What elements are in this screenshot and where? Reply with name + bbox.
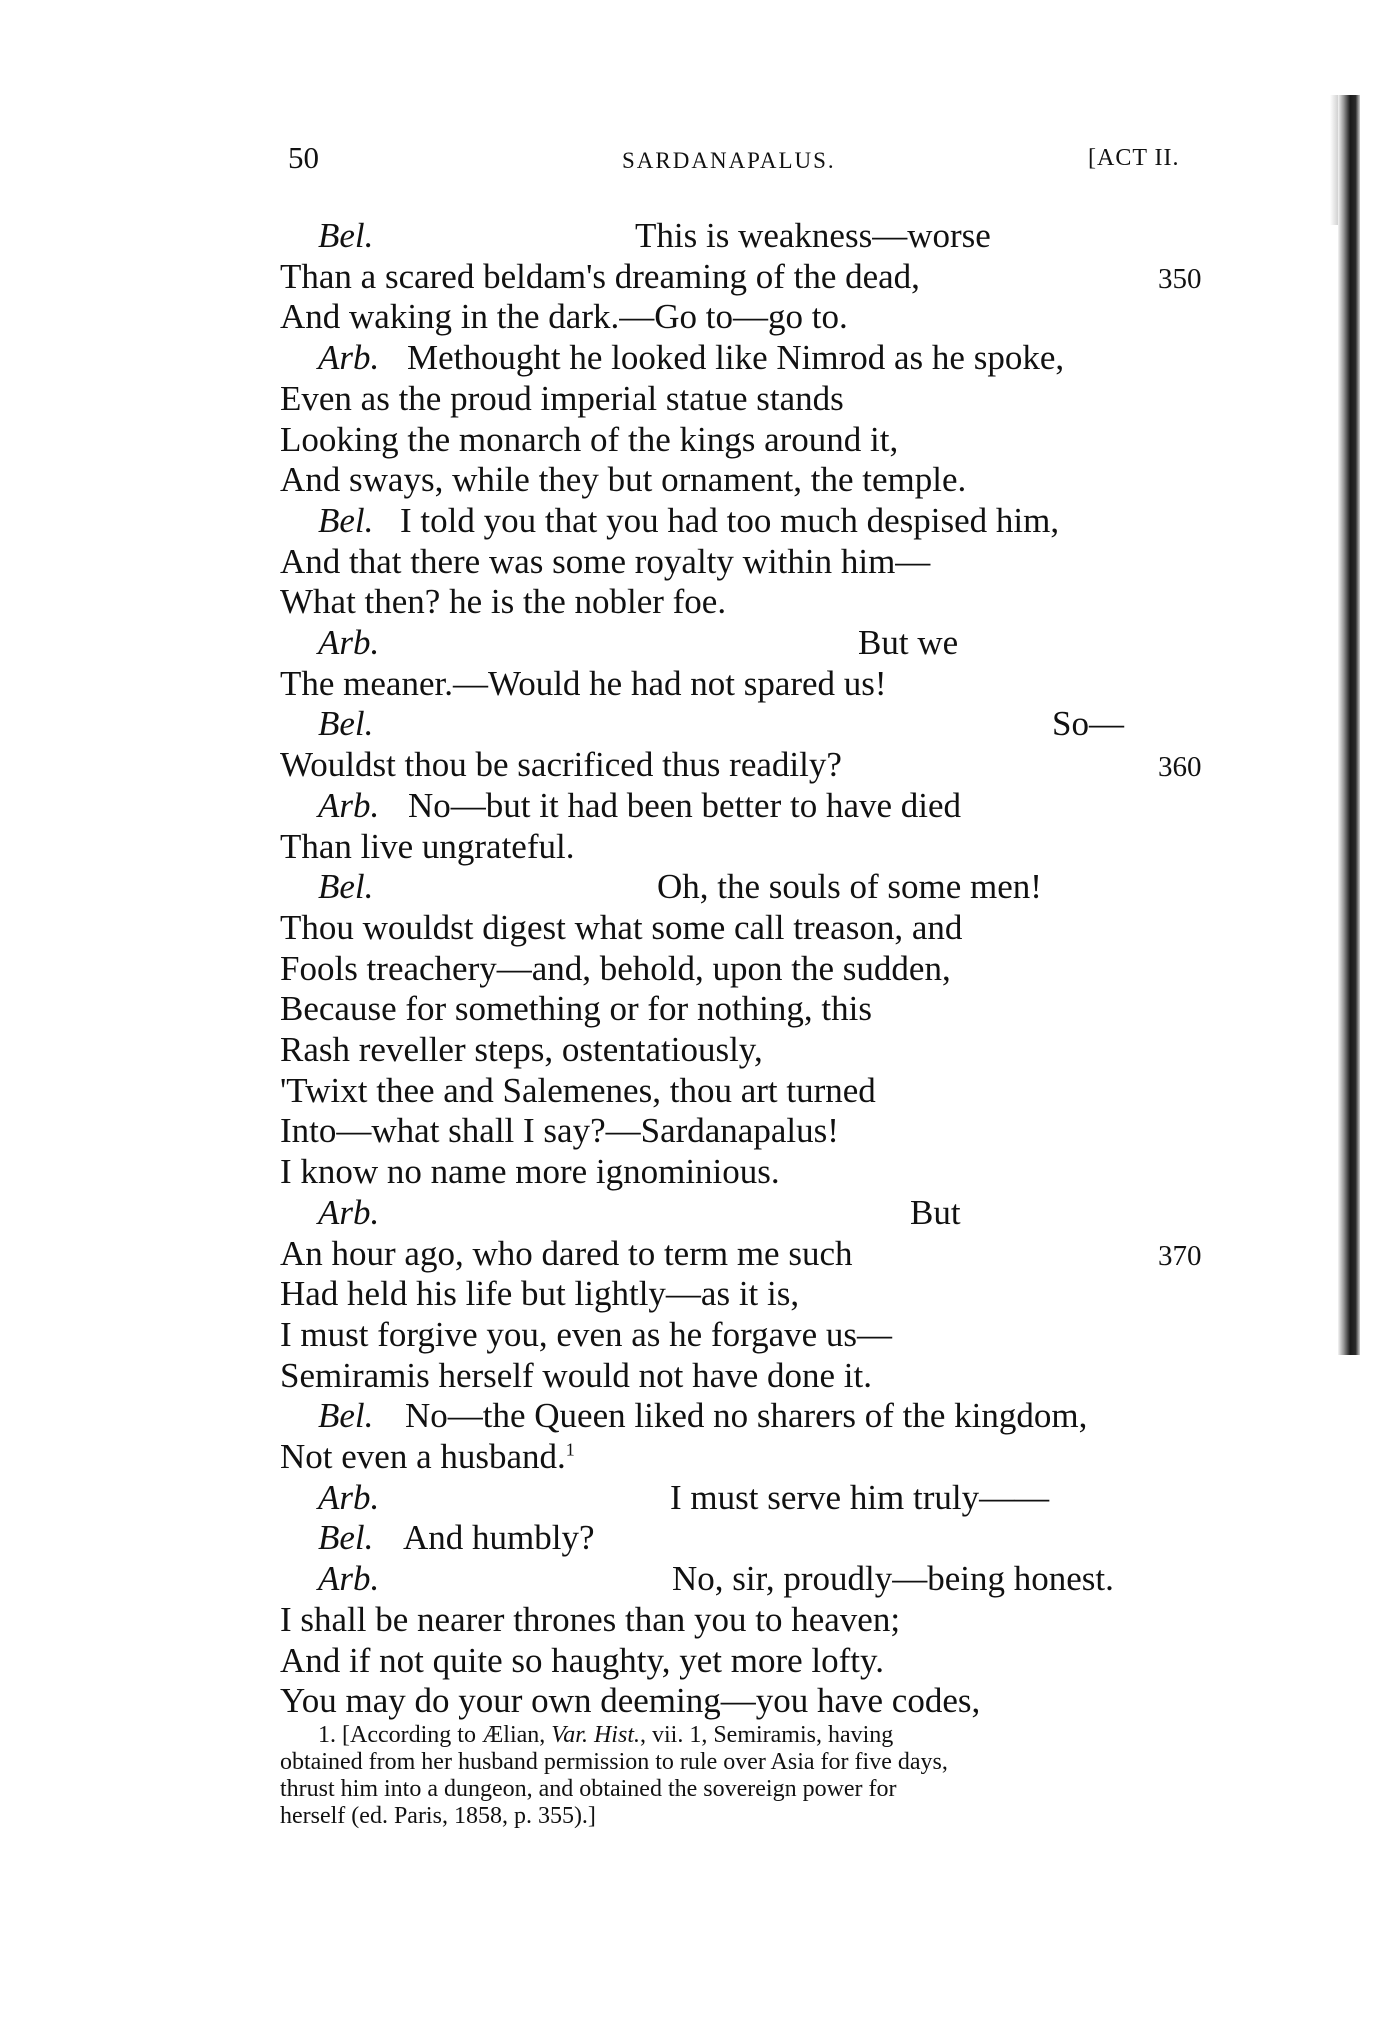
line-text: I must forgive you, even as he forgave us— [280, 1314, 893, 1354]
line-text: Even as the proud imperial statue stands [280, 378, 844, 418]
line-text: And if not quite so haughty, yet more lofty. [280, 1640, 884, 1680]
speaker-label: Arb. [318, 785, 380, 825]
line-text: Rash reveller steps, ostentatiously, [280, 1030, 763, 1069]
line-text: And that there was some royalty within him— [280, 541, 931, 581]
line-text: Looking the monarch of the kings around it, [280, 419, 899, 459]
line-text: Semiramis herself would not have done it. [280, 1355, 872, 1395]
line-text: And humbly? [403, 1518, 595, 1558]
footnote [280, 1722, 1225, 1830]
line-number: 360 [1158, 751, 1202, 784]
speaker-label: Arb. [318, 1192, 380, 1232]
line-text: Had held his life but lightly—as it is, [280, 1274, 800, 1314]
line-text: I know no name more ignominious. [280, 1152, 780, 1192]
line-text: 'Twixt thee and Salemenes, thou art turned [280, 1070, 876, 1110]
footnote-line-2: obtained from her husband permission to rule over Asia for five days, [280, 1749, 948, 1775]
line-text: Wouldst thou be sacrificed thus readily? [280, 745, 842, 785]
line-text: And waking in the dark.—Go to—go to. [280, 297, 848, 337]
line-text: You may do your own deeming—you have codes, [280, 1681, 981, 1721]
speaker-label: Bel. [318, 867, 374, 907]
footnote-source-title: Var. Hist. [551, 1722, 640, 1748]
speaker-label: Arb. [318, 623, 380, 662]
speaker-label: Bel. [318, 704, 374, 744]
speaker-label: Bel. [318, 1518, 374, 1558]
line-text: No—but it had been better to have died [408, 785, 962, 825]
line-number: 350 [1158, 262, 1202, 295]
footnote-line-1: 1. [According to Ælian, Var. Hist., vii. 1, Semiramis, having [318, 1722, 894, 1748]
line-text: But we [858, 623, 959, 662]
speaker-label: Arb. [318, 1559, 380, 1599]
line-text: I must serve him truly—— [670, 1477, 1050, 1517]
page-number: 50 [288, 140, 319, 175]
line-text: I shall be nearer thrones than you to heaven; [280, 1599, 901, 1639]
speaker-label: Bel. [318, 500, 374, 540]
line-text: So— [1052, 704, 1124, 744]
line-text: This is weakness—worse [635, 216, 991, 255]
line-text: Than live ungrateful. [280, 826, 575, 866]
line-text: Fools treachery—and, behold, upon the sudden, [280, 948, 951, 988]
running-header [0, 140, 1391, 180]
line-number: 370 [1158, 1239, 1202, 1272]
running-title: SARDANAPALUS. [622, 148, 836, 173]
line-text: And sways, while they but ornament, the temple. [280, 460, 967, 500]
speaker-label: Bel. [318, 1396, 374, 1436]
line-text: The meaner.—Would he had not spared us! [280, 663, 887, 703]
line-text: No, sir, proudly—being honest. [672, 1559, 1114, 1599]
footnote-marker: 1 [565, 1439, 575, 1460]
line-text: An hour ago, who dared to term me such [280, 1233, 853, 1273]
footnote-line-4: herself (ed. Paris, 1858, p. 355).] [280, 1803, 596, 1829]
line-text: Than a scared beldam's dreaming of the dead, [280, 256, 920, 296]
act-label: [ACT II. [1088, 145, 1180, 171]
line-text: Oh, the souls of some men! [657, 867, 1042, 907]
line-text: I told you that you had too much despised him, [400, 500, 1060, 540]
line-text: Methought he looked like Nimrod as he spoke, [407, 338, 1065, 378]
line-text: No—the Queen liked no sharers of the kingdom, [405, 1396, 1088, 1436]
line-text: Into—what shall I say?—Sardanapalus! [280, 1111, 839, 1151]
speaker-label: Arb. [318, 338, 380, 378]
line-text: What then? he is the nobler foe. [280, 582, 727, 622]
line-text: Because for something or for nothing, this [280, 989, 872, 1029]
page-edge-shadow [1338, 95, 1360, 1355]
speaker-label: Bel. [318, 216, 374, 255]
line-text: Not even a husband.$^1$ [280, 1437, 575, 1476]
footnote-line-3: thrust him into a dungeon, and obtained the sovereign power for [280, 1776, 897, 1802]
line-text: But [910, 1192, 961, 1232]
footnote-number: 1. [318, 1722, 336, 1748]
speaker-label: Arb. [318, 1477, 380, 1517]
line-text: Thou wouldst digest what some call treason, and [280, 907, 963, 947]
